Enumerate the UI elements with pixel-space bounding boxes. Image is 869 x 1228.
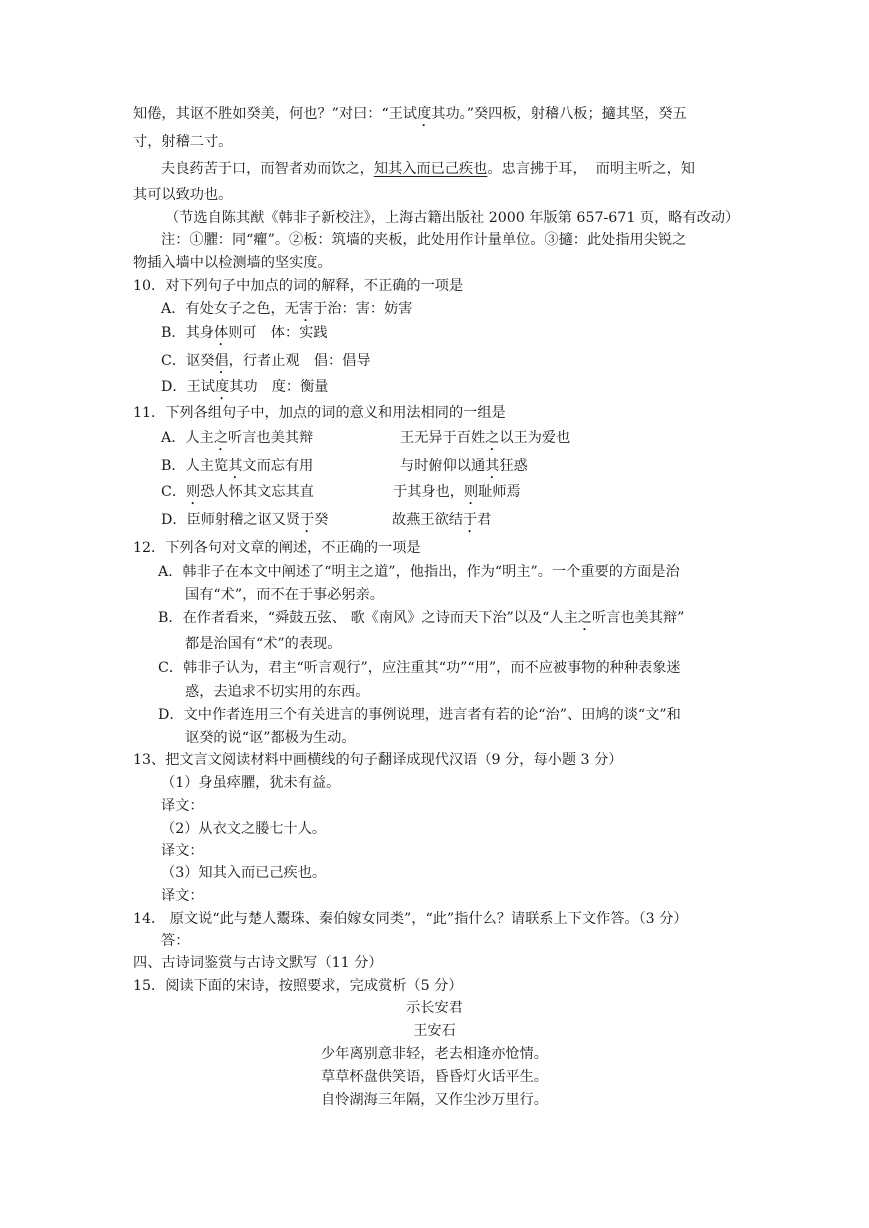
dotted-word: 则 <box>186 484 201 500</box>
passage-note-1: 注：①臞：同“癯”。②板：筑墙的夹板，此处用作计量单位。③擿：此处指用尖锐之 <box>161 232 687 248</box>
text-segment: 其功 度：衡量 <box>229 379 329 395</box>
q11-d-right <box>392 510 491 536</box>
q13-answer-label-1: 译文： <box>161 798 204 814</box>
q12-option-b-line2: 都是治国有“术”的表现。 <box>185 636 342 652</box>
q11-c-right <box>393 482 521 508</box>
text-segment: 耻师焉 <box>478 484 521 500</box>
text-segment: A．有处女子之色，无 <box>161 301 299 317</box>
q11-stem: 11．下列各组句子中，加点的词的意义和用法相同的一组是 <box>133 405 506 421</box>
text-segment: 癸 <box>314 512 329 528</box>
q13-sentence-2: （2）从衣文之媵七十人。 <box>161 821 327 837</box>
dotted-word: 之 <box>485 430 500 446</box>
q12-stem: 12．下列各句对文章的阐述，不正确的一项是 <box>133 540 421 556</box>
dotted-word: 害 <box>298 301 314 317</box>
q13-answer-label-2: 译文： <box>161 843 204 859</box>
text-segment: 其功。”癸四板，射稽八板；擿其坚，癸五 <box>431 106 687 122</box>
q10-option-b <box>161 323 328 349</box>
section-4-heading: 四、古诗词鉴赏与古诗文默写（11 分） <box>133 955 383 971</box>
passage-line-4: 其可以致功也。 <box>133 187 233 203</box>
text-segment: 于治：害：妨害 <box>313 301 413 317</box>
text-segment: 狂惑 <box>499 458 528 474</box>
dotted-word: 度 <box>214 379 230 395</box>
q13-sentence-3: （3）知其入而已己疾也。 <box>161 865 327 881</box>
q12-option-d-line2: 讴癸的说“讴”都极为生动。 <box>185 730 356 746</box>
passage-line-3 <box>161 159 695 179</box>
text-segment: D．臣师射稽之讴又贤 <box>161 512 301 528</box>
underlined-sentence: 知其入而已己疾也 <box>373 161 488 177</box>
passage-line-2: 寸，射稽二寸。 <box>133 134 233 150</box>
text-segment: 夫良药苦于口，而智者劝而饮之， <box>161 161 374 177</box>
poem-line-3: 自怜湖海三年隔，又作尘沙万里行。 <box>320 1092 548 1108</box>
passage-note-2: 物插入墙中以检测墙的坚实度。 <box>133 255 332 271</box>
text-segment: 听言也美其辩” <box>591 610 685 626</box>
q12-option-d-line1: D．文中作者连用三个有关进言的事例说理，进言者有若的论“治”、田鸠的谈“文”和 <box>158 707 681 723</box>
text-segment: 于其身也， <box>393 484 464 500</box>
q10-stem: 10．对下列句子中加点的词的解释，不正确的一项是 <box>133 278 464 294</box>
text-segment: 与时俯仰以通 <box>400 458 486 474</box>
text-segment: 故燕王欲结 <box>392 512 463 528</box>
q13-sentence-1: （1）身虽瘁臞，犹未有益。 <box>161 775 341 791</box>
passage-line-1 <box>133 104 687 130</box>
poem-line-1: 少年离别意非轻，老去相逢亦怆情。 <box>320 1046 548 1062</box>
q11-a-right <box>400 428 570 454</box>
q12-option-b-line1 <box>158 608 684 634</box>
text-segment: 知倦，其讴不胜如癸美，何也？”对曰：“王试 <box>133 106 418 122</box>
text-segment: 恐人怀其文忘其直 <box>200 484 314 500</box>
passage-source: （节选自陈其猷《韩非子新校注》，上海古籍出版社 2000 年版第 657-671 页，略有改动） <box>165 210 740 226</box>
text-segment: ，行者止观 倡：倡导 <box>228 353 371 369</box>
q12-option-c-line1: C．韩非子认为，君主“听言观行”，应注重其“功”“用”，而不应被事物的种种表象迷 <box>158 660 681 676</box>
poem-author: 王安石 <box>413 1023 456 1039</box>
q12-option-c-line2: 惑，去追求不切实用的东西。 <box>185 684 370 700</box>
text-segment: 文而忘有用 <box>242 458 314 474</box>
q11-b-left <box>161 456 313 482</box>
q13-answer-label-3: 译文： <box>161 888 204 904</box>
dotted-word: 于 <box>300 512 315 528</box>
q10-option-d <box>161 377 328 403</box>
dotted-word: 其 <box>228 458 243 474</box>
q12-option-a-line2: 国有“术”，而不在于事必躬亲。 <box>185 587 384 603</box>
text-segment: A．人主 <box>161 430 214 446</box>
text-segment: 以王为爱也 <box>499 430 571 446</box>
q14-stem: 14． 原文说“此与楚人鬻珠、秦伯嫁女同类”，“此”指什么？请联系上下文作答。（3 分） <box>133 911 688 927</box>
q10-option-a <box>161 299 412 325</box>
q11-a-left <box>161 428 313 454</box>
q11-b-right <box>400 456 528 482</box>
poem-line-2: 草草杯盘供笑语，昏昏灯火话平生。 <box>320 1069 548 1085</box>
text-segment: B．其身 <box>161 325 214 341</box>
dotted-word: 之 <box>213 430 229 446</box>
q12-option-a-line1: A．韩非子在本文中阐述了“明主之道”，他指出，作为“明主”。一个重要的方面是治 <box>158 564 680 580</box>
q13-stem: 13、把文言文阅读材料中画横线的句子翻译成现代汉语（9 分，每小题 3 分） <box>133 752 623 768</box>
text-segment: C． <box>161 484 187 500</box>
dotted-word: 倡 <box>214 353 229 369</box>
text-segment: 君 <box>477 512 492 528</box>
dotted-word: 体 <box>214 325 229 341</box>
dotted-word: 之 <box>577 610 592 626</box>
q10-option-c <box>161 351 371 377</box>
text-segment: 王无异于百姓 <box>400 430 486 446</box>
dotted-word: 度 <box>417 106 432 122</box>
dotted-word: 其 <box>485 458 500 474</box>
text-segment: 则可 体：实践 <box>228 325 328 341</box>
q14-answer-label: 答： <box>161 933 190 949</box>
text-segment: C．讴癸 <box>161 353 215 369</box>
q11-d-left <box>161 510 328 536</box>
dotted-word: 则 <box>463 484 479 500</box>
text-segment: D．王试 <box>161 379 215 395</box>
text-segment: B．人主览 <box>161 458 229 474</box>
poem-title: 示长安君 <box>406 1000 463 1016</box>
text-segment: 听言也美其辩 <box>228 430 314 446</box>
text-segment: 。忠言拂于耳， 而明主听之，知 <box>487 161 695 177</box>
text-segment: B．在作者看来，“舜鼓五弦、 歌《南风》之诗而天下治”以及“人主 <box>158 610 578 626</box>
dotted-word: 于 <box>462 512 478 528</box>
q15-stem: 15．阅读下面的宋诗，按照要求，完成赏析（5 分） <box>133 978 463 994</box>
q11-c-left <box>161 482 314 508</box>
